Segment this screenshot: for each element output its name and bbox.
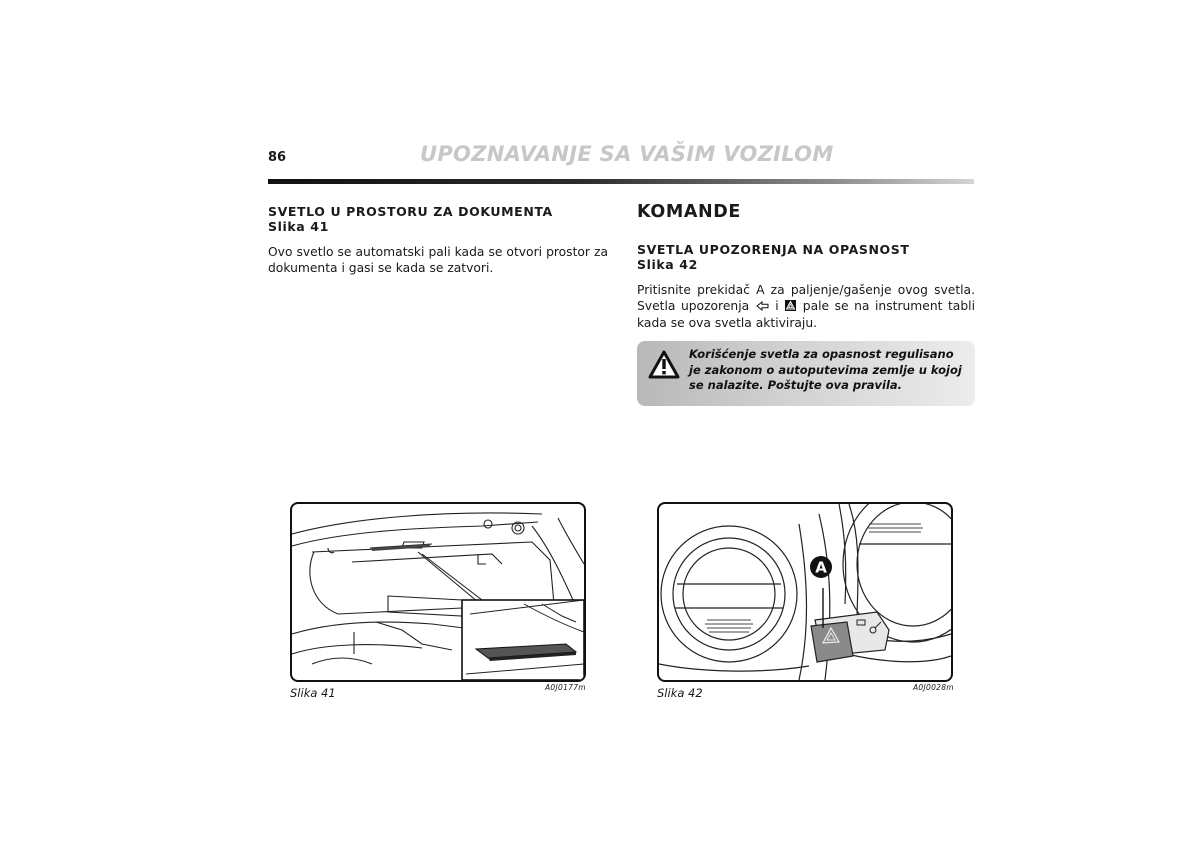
turn-signal-arrow-icon	[756, 299, 769, 315]
right-column	[637, 202, 975, 406]
figure-42-hazard-switch-illustration	[657, 502, 953, 682]
chapter-title: UPOZNAVANJE SA VAŠIM VOZILOM	[420, 142, 834, 166]
figure-42-callout-label: A	[815, 558, 827, 577]
figure-42-code: A0J0028m	[913, 683, 954, 692]
hazard-triangle-icon	[785, 299, 796, 315]
page-number: 86	[268, 150, 287, 165]
hazard-body-part3: pale se na instrument tabli kada se ova svetla aktiviraju.	[637, 299, 975, 330]
glovebox-light-body: Ovo svetlo se automatski pali kada se otvori prostor za dokumenta i gasi se kada se zatvori.	[268, 245, 608, 275]
glovebox-light-figure-ref: Slika 41	[268, 219, 329, 234]
section-title-controls: KOMANDE	[637, 202, 741, 222]
figure-41-code: A0J0177m	[545, 683, 586, 692]
warning-triangle-icon	[648, 350, 680, 383]
left-column	[268, 204, 608, 276]
hazard-lights-figure-ref: Slika 42	[637, 257, 698, 272]
warning-note-box	[637, 341, 975, 406]
glovebox-light-heading	[268, 204, 608, 234]
hazard-lights-title: SVETLA UPOZORENJA NA OPASNOST	[637, 242, 910, 257]
hazard-lights-heading	[637, 242, 975, 272]
figure-42-caption: Slika 42	[657, 686, 703, 700]
warning-note-text: Korišćenje svetla za opasnost regulisano je zakonom o autoputevima zemlje u kojoj se nalazite. Poštujte ova pravila.	[689, 347, 962, 392]
hazard-body-part1: Pritisnite prekidač A za paljenje/gašenje ovog svetla. Svetla upozorenja	[637, 283, 975, 313]
hazard-lights-body	[637, 282, 975, 331]
glovebox-light-title: SVETLO U PROSTORU ZA DOKUMENTA	[268, 204, 553, 219]
figure-41-caption: Slika 41	[290, 686, 336, 700]
header-divider	[268, 179, 974, 184]
hazard-body-part2: i	[775, 299, 779, 313]
figure-41-glovebox-illustration	[290, 502, 586, 682]
